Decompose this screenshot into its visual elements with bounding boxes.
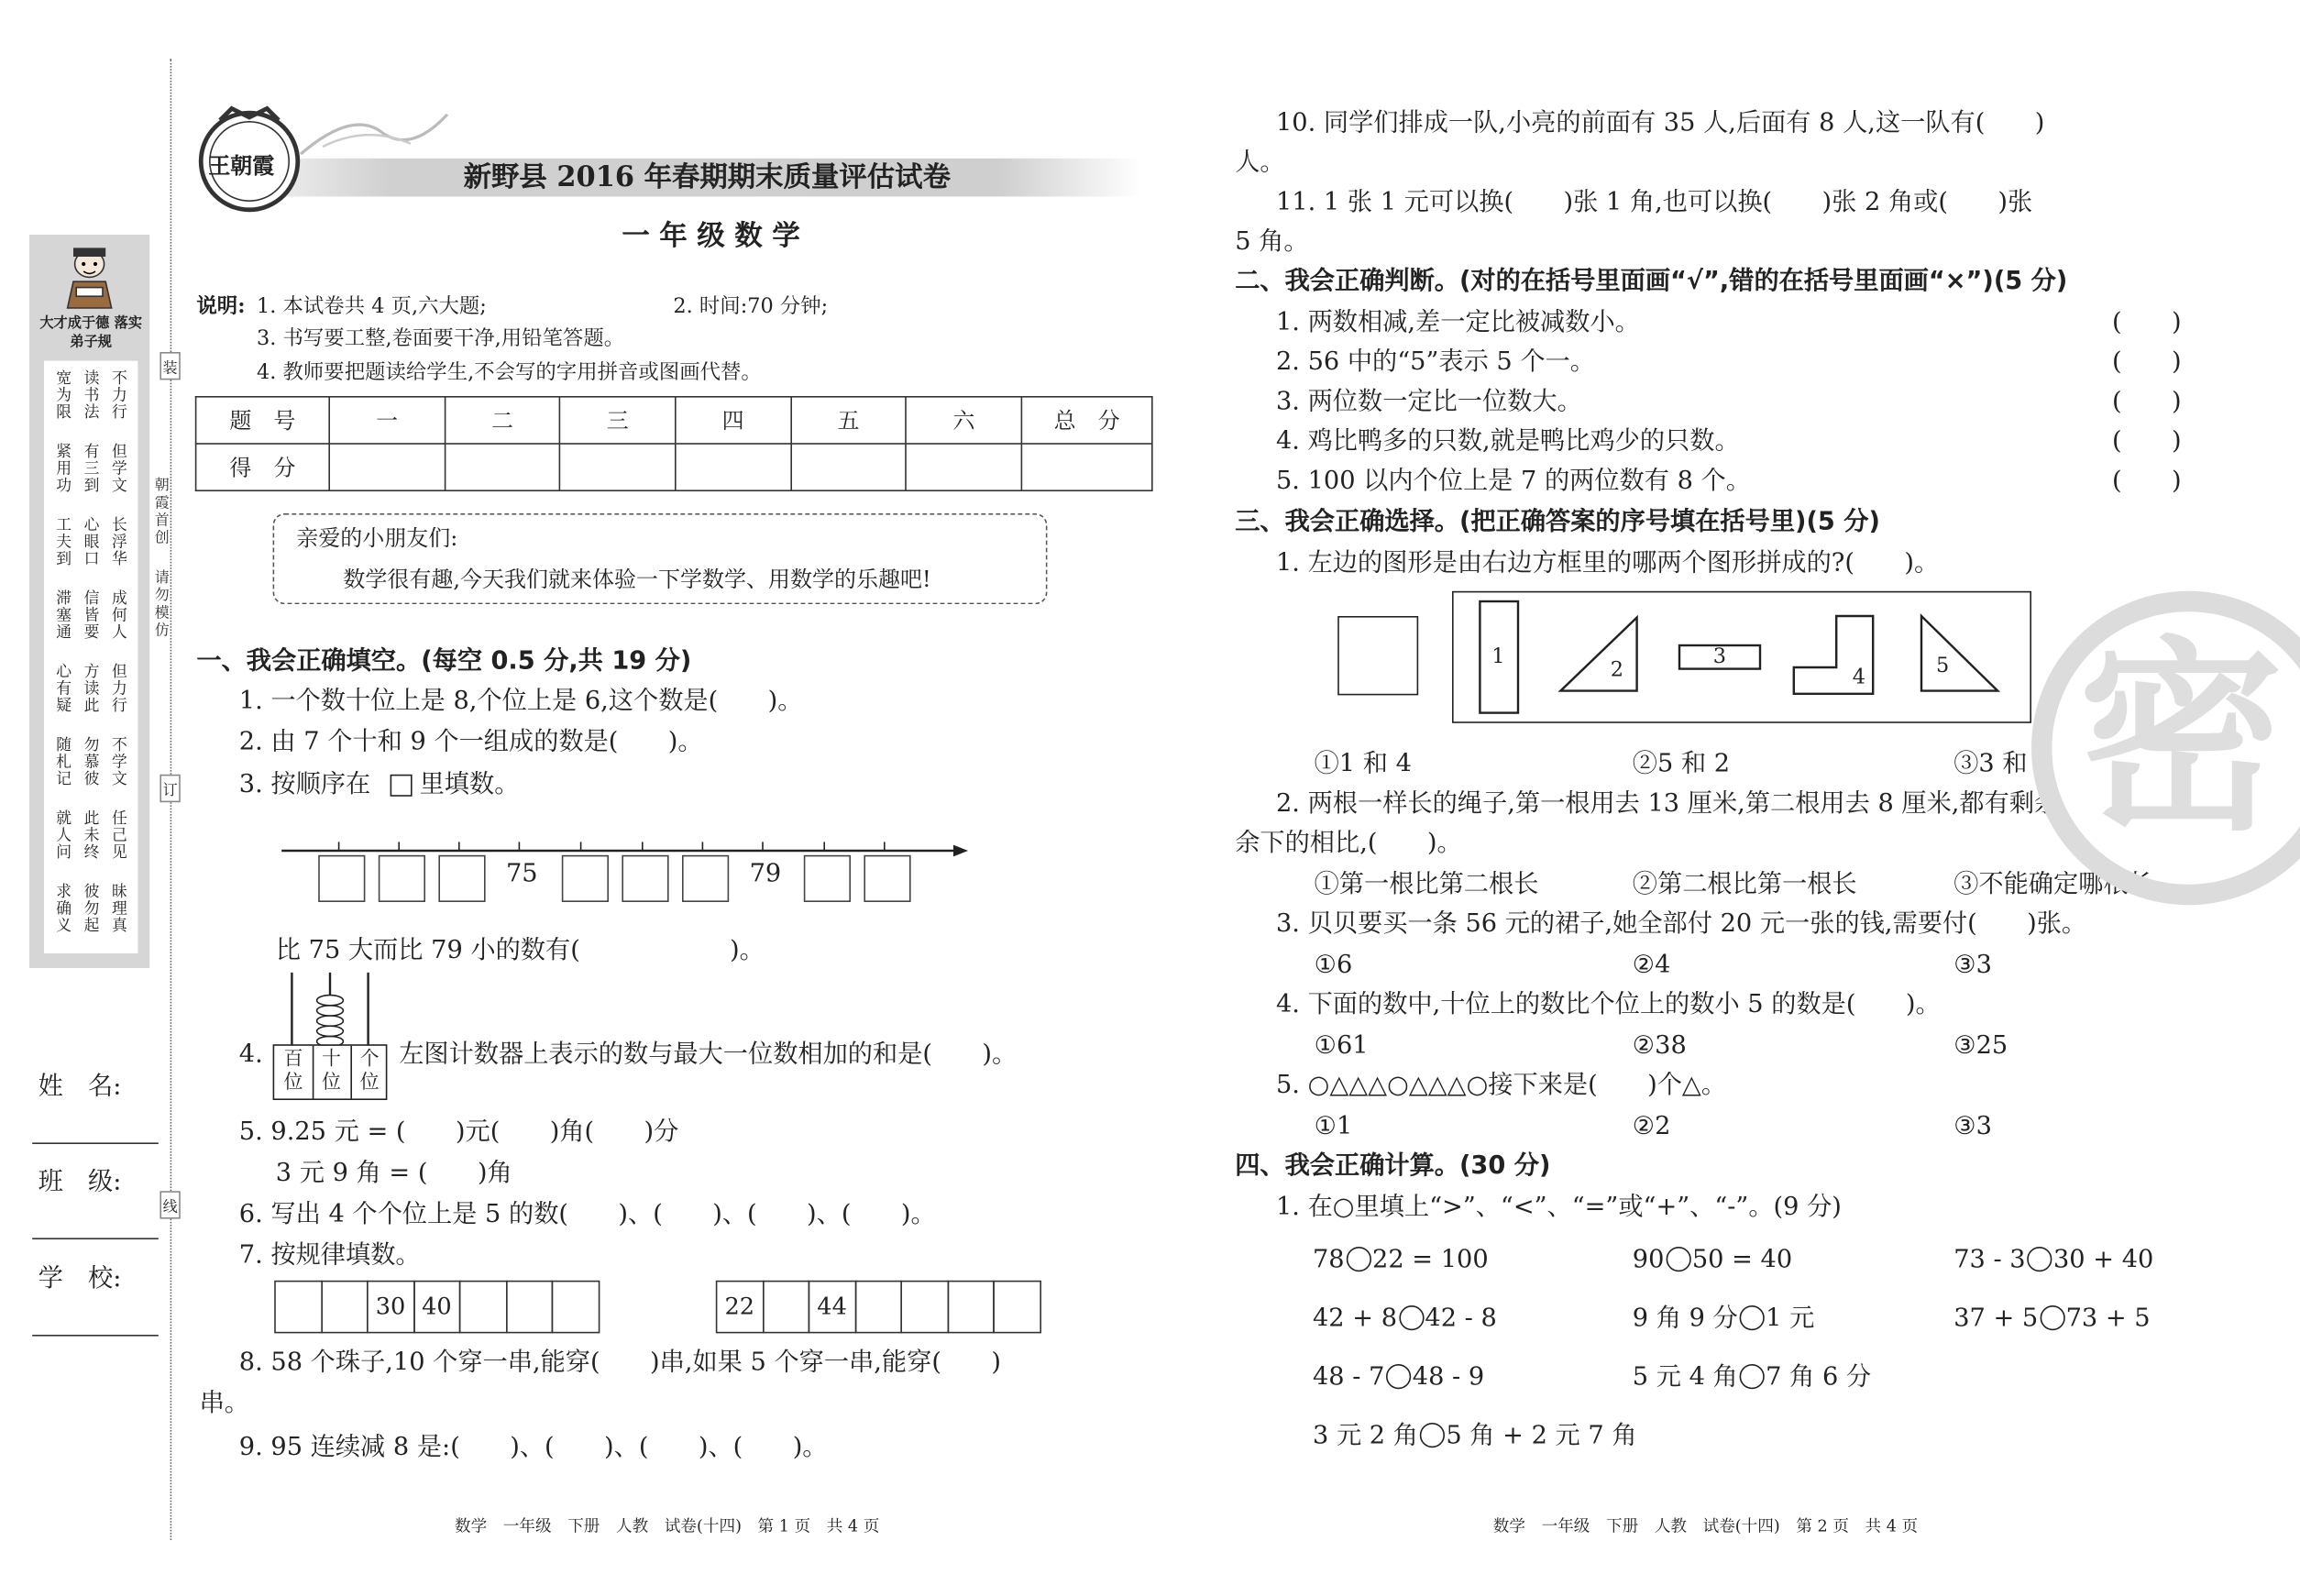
s3-q5-opt3: ③3 — [1953, 1111, 1992, 1141]
s3-q5-opt1: ①1 — [1314, 1111, 1353, 1141]
s1-q8b: 串。 — [199, 1389, 249, 1419]
answer-paren[interactable]: ( ) — [2112, 347, 2182, 378]
table-header-cell: 六 — [906, 397, 1021, 444]
judgment-item: 4. 鸡比鸭多的只数,就是鸭比鸡少的只数。 — [1276, 426, 1740, 457]
shape-label-4: 4 — [1852, 666, 1866, 689]
s3-q3-opt1: ①6 — [1314, 950, 1353, 980]
motto-text: 心眼口 — [82, 516, 100, 567]
s1-q3c: 比 75 大而比 79 小的数有( )。 — [275, 935, 765, 965]
motto-text: 长浮华 — [110, 516, 128, 567]
s1-q7: 7. 按规律填数。 — [238, 1240, 421, 1271]
answer-paren[interactable]: ( ) — [2112, 426, 2182, 457]
instruction-1: 1. 本试卷共 4 页,六大题; — [257, 294, 487, 319]
numberline-box[interactable] — [318, 855, 365, 902]
motto-text: 但学文 — [110, 443, 128, 494]
score-cell[interactable] — [791, 444, 907, 490]
s3-q5-opt2: ②2 — [1632, 1111, 1671, 1141]
motto-text: 有三到 — [82, 443, 100, 494]
abacus-icon — [273, 973, 388, 1046]
answer-paren[interactable]: ( ) — [2112, 466, 2182, 496]
sequence-cell[interactable] — [993, 1281, 1040, 1334]
abacus-label-ones: 个位 — [359, 1049, 380, 1095]
numberline-box[interactable] — [682, 855, 729, 902]
motto-text: 勿慕彼 — [82, 736, 100, 787]
s3-q4-opt2: ②38 — [1632, 1030, 1687, 1061]
square-icon — [391, 775, 413, 797]
instruction-2: 2. 时间:70 分钟; — [673, 294, 829, 319]
s1-q8a: 8. 58 个珠子,10 个穿一串,能穿( )串,如果 5 个穿一串,能穿( ) — [238, 1348, 1001, 1378]
motto-text: 紧用功 — [54, 443, 72, 494]
s3-q4: 4. 下面的数中,十位上的数比个位上的数小 5 的数是( )。 — [1276, 990, 1941, 1019]
numberline-box[interactable] — [622, 855, 668, 902]
watermark-glyph: 密 — [2078, 620, 2284, 860]
comparison-item — [1633, 1361, 1871, 1393]
sequence-cell[interactable] — [505, 1281, 553, 1334]
s1-q4: 左图计数器上表示的数与最大一位数相加的和是( )。 — [399, 1040, 1018, 1070]
s4-q1: 1. 在○里填上“>”、“<”、“=”或“+”、“-”。(9 分) — [1276, 1192, 1842, 1222]
s1-q5a: 5. 9.25 元 = ( )元( )角( )分 — [238, 1117, 679, 1148]
s1-q5b: 3 元 9 角 = ( )角 — [275, 1159, 512, 1188]
comparison-left: 90 — [1632, 1245, 1665, 1275]
motto-text: 工夫到 — [54, 516, 72, 567]
s3-q2b: 余下的相比,( )。 — [1235, 829, 1462, 858]
table-header-cell: 五 — [791, 397, 907, 444]
comparison-item — [1313, 1244, 1489, 1276]
sequence-cell[interactable] — [854, 1281, 902, 1334]
table-header-cell: 四 — [676, 397, 791, 444]
instruction-3: 3. 书写要工整,卷面要干净,用铅笔答题。 — [257, 326, 625, 351]
score-cell[interactable] — [676, 444, 791, 490]
class-label: 班 级: — [38, 1167, 122, 1197]
greeting-title: 亲爱的小朋友们: — [296, 524, 458, 552]
comparison-left: 48 - 7 — [1313, 1362, 1385, 1392]
numberline-box[interactable] — [864, 855, 910, 902]
motto-text: 成何人 — [110, 589, 128, 641]
blank-circle-icon[interactable] — [1346, 1247, 1370, 1271]
instruction-4: 4. 教师要把题读给学生,不会写的字用拼音或图画代替。 — [257, 360, 762, 385]
sequence-cell[interactable]: 22 — [716, 1281, 764, 1334]
motto-text: 读书法 — [82, 369, 100, 421]
s3-q1-opt3: ③3 和 4 — [1953, 749, 2052, 779]
blank-circle-icon[interactable] — [1399, 1305, 1424, 1330]
motto-text: 任己见 — [110, 809, 128, 861]
q10a: 10. 同学们排成一队,小亮的前面有 35 人,后面有 8 人,这一队有( ) — [1276, 108, 2045, 138]
comparison-item — [1313, 1361, 1484, 1393]
score-table-header-row — [196, 397, 1152, 444]
numberline-box[interactable] — [438, 855, 485, 902]
greeting-body: 数学很有趣,今天我们就来体验一下学数学、用数学的乐趣吧! — [343, 566, 931, 593]
school-label: 学 校: — [38, 1264, 122, 1294]
q11a: 11. 1 张 1 元可以换( )张 1 角,也可以换( )张 2 角或( )张 — [1276, 187, 2033, 217]
s3-q3: 3. 贝贝要买一条 56 元的裙子,她全部付 20 元一张的钱,需要付( )张。 — [1276, 909, 2087, 939]
footer-right: 数学 一年级 下册 人教 试卷(十四) 第 2 页 共 4 页 — [1492, 1516, 1919, 1536]
abacus-label-tens: 十位 — [322, 1049, 341, 1095]
judgment-item: 5. 100 以内个位上是 7 的两位数有 8 个。 — [1276, 466, 1751, 496]
comparison-right: 42 - 8 — [1425, 1304, 1497, 1334]
comparison-item — [1953, 1244, 2153, 1276]
judgment-item: 3. 两位数一定比一位数大。 — [1276, 387, 1582, 417]
comparison-right: 48 - 9 — [1412, 1362, 1485, 1392]
binding-label-2: 请勿模仿 — [150, 568, 168, 640]
sequence-cell[interactable]: 44 — [809, 1281, 856, 1334]
section1-heading: 一、我会正确填空。(每空 0.5 分,共 19 分) — [196, 646, 692, 677]
sequence-cell[interactable] — [321, 1281, 369, 1334]
blank-circle-icon[interactable] — [1386, 1364, 1411, 1389]
shape-label-2: 2 — [1610, 658, 1624, 682]
numberline-box[interactable] — [804, 855, 851, 902]
score-cell[interactable] — [1021, 444, 1151, 490]
s1-q6: 6. 写出 4 个个位上是 5 的数( )、( )、( )、( )。 — [238, 1199, 936, 1229]
secret-watermark-icon — [2027, 587, 2300, 909]
numberline-label-75: 75 — [506, 859, 538, 889]
answer-paren[interactable]: ( ) — [2112, 387, 2182, 417]
s1-q2: 2. 由 7 个十和 9 个一组成的数是( )。 — [238, 727, 703, 757]
s1-q3b: 里填数。 — [419, 770, 520, 799]
comparison-left: 3 元 2 角 — [1313, 1421, 1418, 1451]
motto-text: 彼勿起 — [82, 883, 100, 934]
scholar-icon — [56, 244, 124, 312]
comparison-left: 9 角 9 分 — [1632, 1304, 1738, 1334]
shape-label-5: 5 — [1936, 654, 1950, 678]
s3-q4-opt1: ①61 — [1314, 1030, 1369, 1061]
s3-q1-opt2: ②5 和 2 — [1632, 749, 1731, 779]
table-header-cell: 题 号 — [196, 397, 330, 444]
comparison-right: 5 角 + 2 元 7 角 — [1446, 1421, 1637, 1451]
numberline-box[interactable] — [562, 855, 609, 902]
s3-q2a: 2. 两根一样长的绳子,第一根用去 13 厘米,第二根用去 8 厘米,都有剩余, — [1276, 788, 2067, 819]
table-header-cell: 三 — [560, 397, 676, 444]
comparison-right: 73 + 5 — [2065, 1304, 2151, 1334]
blank-circle-icon[interactable] — [1739, 1305, 1764, 1330]
shape-label-3: 3 — [1712, 645, 1727, 669]
class-underline — [32, 1238, 159, 1239]
score-cell[interactable] — [906, 444, 1021, 490]
sidebar-logo-text: 大才成于德 落实弟子规 — [39, 315, 143, 351]
motto-text: 此未终 — [82, 809, 100, 861]
blank-circle-icon[interactable] — [1666, 1247, 1690, 1271]
comparison-left: 42 + 8 — [1313, 1304, 1397, 1334]
section4-heading: 四、我会正确计算。(30 分) — [1235, 1151, 1551, 1181]
sequence-cell[interactable] — [762, 1281, 809, 1334]
section3-heading: 三、我会正确选择。(把正确答案的序号填在括号里)(5 分) — [1235, 507, 1880, 537]
table-row-label: 得 分 — [196, 444, 330, 490]
answer-paren[interactable]: ( ) — [2112, 308, 2182, 337]
motto-text: 方读此 — [82, 663, 100, 714]
s3-q1: 1. 左边的图形是由右边方框里的哪两个图形拼成的?( )。 — [1276, 548, 1940, 578]
page-subtitle: 一 年 级 数 学 — [622, 220, 800, 253]
motto-text: 求确义 — [54, 883, 72, 934]
binding-label-1: 朝霞首创 — [150, 477, 168, 547]
footer-left: 数学 一年级 下册 人教 试卷(十四) 第 1 页 共 4 页 — [455, 1516, 880, 1536]
comparison-item — [1313, 1420, 1637, 1452]
sequence-cell[interactable] — [900, 1281, 948, 1334]
brand-name: 王朝霞 — [208, 152, 275, 180]
motto-text: 宽为限 — [54, 369, 72, 421]
comparison-left: 73 - 3 — [1953, 1245, 2026, 1275]
motto-text: 不力行 — [110, 369, 128, 421]
comparison-item — [1953, 1303, 2150, 1335]
blank-circle-icon[interactable] — [1420, 1423, 1445, 1447]
score-cell[interactable] — [560, 444, 676, 490]
score-cell[interactable] — [445, 444, 560, 490]
score-table — [195, 396, 1153, 491]
motto-text: 昧理真 — [110, 883, 128, 934]
comparison-item — [1633, 1303, 1815, 1335]
q11b: 5 角。 — [1235, 227, 1309, 257]
comparison-left: 78 — [1313, 1245, 1345, 1275]
seal-mark-3: 线 — [160, 1191, 180, 1218]
comparison-item — [1313, 1303, 1497, 1335]
motto-text: 不学文 — [110, 736, 128, 787]
s3-q2-opt1: ①第一根比第二根长 — [1314, 869, 1539, 899]
sequence-cell[interactable] — [459, 1281, 507, 1334]
judgment-item: 2. 56 中的“5”表示 5 个一。 — [1276, 347, 1595, 378]
q10b: 人。 — [1235, 148, 1285, 178]
s3-q1-opt1: ①1 和 4 — [1314, 749, 1412, 779]
s3-q3-opt3: ③3 — [1953, 950, 1992, 980]
seal-mark-1: 装 — [160, 352, 180, 380]
page-title: 新野县 2016 年春期期末质量评估试卷 — [463, 161, 952, 194]
comparison-right: 30 + 40 — [2053, 1245, 2154, 1275]
ribbon-decoration — [293, 103, 455, 161]
motto-text: 心有疑 — [54, 663, 72, 714]
seal-mark-2: 订 — [160, 775, 180, 802]
motto-text: 滞塞通 — [54, 589, 72, 641]
s1-q4-num: 4. — [238, 1040, 263, 1070]
sequence-cell[interactable]: 40 — [413, 1281, 460, 1334]
section2-heading: 二、我会正确判断。(对的在括号里面画“√”,错的在括号里面画“×”)(5 分) — [1235, 267, 2068, 297]
comparison-right: 22 = 100 — [1372, 1245, 1489, 1275]
comparison-item — [1633, 1244, 1792, 1276]
comparison-right: 50 = 40 — [1691, 1245, 1793, 1275]
table-header-cell: 二 — [445, 397, 560, 444]
abacus-base — [273, 1044, 388, 1100]
s3-q5: 5. ○△△△○△△△○接下来是( )个△。 — [1276, 1071, 1727, 1100]
s3-q2-opt2: ②第二根比第一根长 — [1632, 869, 1857, 899]
school-underline — [32, 1335, 159, 1337]
motto-text: 就人问 — [54, 809, 72, 861]
instructions-label: 说明: — [196, 294, 246, 319]
s3-q2-opt3: ③不能确定哪根长 — [1953, 869, 2153, 899]
s1-q9: 9. 95 连续减 8 是:( )、( )、( )、( )。 — [238, 1433, 828, 1463]
comparison-right: 1 元 — [1766, 1304, 1815, 1334]
sequence-cell[interactable] — [947, 1281, 995, 1334]
comparison-right: 7 角 6 分 — [1766, 1362, 1872, 1392]
blank-circle-icon[interactable] — [2040, 1305, 2064, 1330]
name-underline — [32, 1142, 159, 1144]
s3-q4-opt3: ③25 — [1953, 1030, 2008, 1061]
score-cell[interactable] — [329, 444, 445, 490]
blank-circle-icon[interactable] — [1739, 1364, 1764, 1389]
numberline-box[interactable] — [379, 855, 425, 902]
table-header-cell: 一 — [329, 397, 445, 444]
comparison-left: 37 + 5 — [1953, 1304, 2039, 1334]
score-table-score-row — [196, 444, 1152, 490]
shape-label-1: 1 — [1491, 645, 1505, 669]
sequence-cell[interactable] — [552, 1281, 600, 1334]
s1-q1: 1. 一个数十位上是 8,个位上是 6,这个数是( )。 — [238, 686, 803, 716]
judgment-item: 1. 两数相减,差一定比被减数小。 — [1276, 308, 1640, 337]
target-square-shape — [1337, 616, 1418, 695]
motto-text: 信皆要 — [82, 589, 100, 641]
s3-q3-opt2: ②4 — [1632, 950, 1671, 980]
motto-text: 但力行 — [110, 663, 128, 714]
blank-circle-icon[interactable] — [2027, 1247, 2052, 1271]
table-header-cell: 总 分 — [1021, 397, 1151, 444]
sequence-cell[interactable]: 30 — [367, 1281, 414, 1334]
s1-q3a: 3. 按顺序在 — [238, 770, 371, 799]
sequence-cell[interactable] — [274, 1281, 322, 1334]
motto-text: 随札记 — [54, 736, 72, 787]
name-label: 姓 名: — [38, 1072, 122, 1102]
comparison-left: 5 元 4 角 — [1632, 1362, 1738, 1392]
numberline-label-79: 79 — [749, 859, 782, 889]
abacus-label-hundreds: 百位 — [283, 1049, 303, 1095]
